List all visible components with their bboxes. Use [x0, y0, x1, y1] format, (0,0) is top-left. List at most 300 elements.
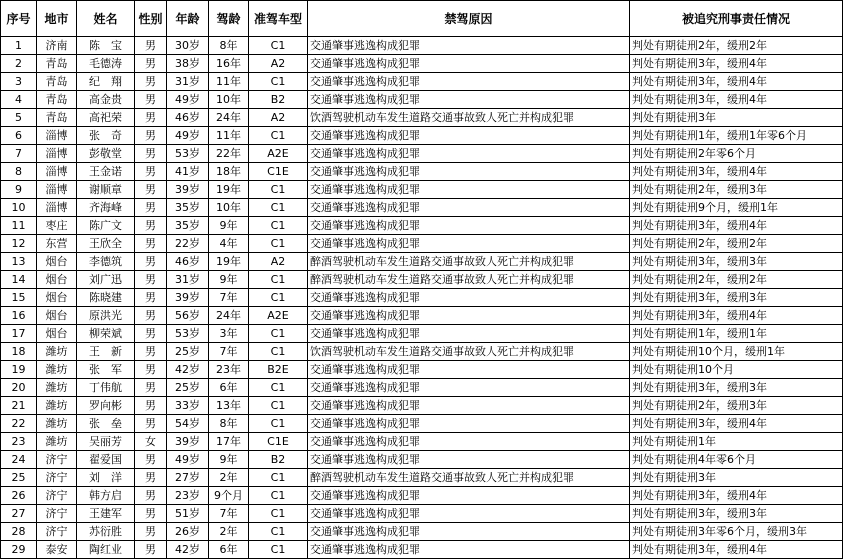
cell-name: 罗向彬: [77, 397, 135, 415]
cell-city: 东营: [37, 235, 77, 253]
cell-license-class: C1E: [249, 433, 308, 451]
cell-gender: 男: [135, 361, 167, 379]
cell-index: 9: [1, 181, 37, 199]
cell-age: 22岁: [167, 235, 209, 253]
cell-gender: 男: [135, 91, 167, 109]
cell-gender: 男: [135, 253, 167, 271]
cell-age: 53岁: [167, 145, 209, 163]
table-row: [1, 271, 843, 289]
cell-license-class: C1: [249, 415, 308, 433]
cell-index: 15: [1, 289, 37, 307]
cell-city: 济宁: [37, 505, 77, 523]
cell-city: 潍坊: [37, 379, 77, 397]
table-row: [1, 55, 843, 73]
cell-driving-years: 6年: [209, 379, 249, 397]
cell-index: 14: [1, 271, 37, 289]
cell-ban-reason: 交通肇事逃逸构成犯罪: [308, 127, 630, 145]
cell-age: 39岁: [167, 433, 209, 451]
col-header-index: 序号: [1, 1, 37, 37]
cell-gender: 男: [135, 505, 167, 523]
cell-criminal-liability: 判处有期徒刑3年，缓刑3年: [630, 253, 843, 271]
cell-driving-years: 8年: [209, 415, 249, 433]
table-row: [1, 217, 843, 235]
cell-criminal-liability: 判处有期徒刑3年，缓刑3年: [630, 289, 843, 307]
cell-license-class: C1: [249, 271, 308, 289]
cell-driving-years: 2年: [209, 469, 249, 487]
cell-gender: 男: [135, 127, 167, 145]
cell-name: 王欣全: [77, 235, 135, 253]
table-row: [1, 451, 843, 469]
cell-city: 济宁: [37, 451, 77, 469]
table-row: [1, 199, 843, 217]
cell-ban-reason: 交通肇事逃逸构成犯罪: [308, 307, 630, 325]
table-row: [1, 37, 843, 55]
cell-city: 烟台: [37, 253, 77, 271]
cell-name: 王金诺: [77, 163, 135, 181]
cell-driving-years: 3年: [209, 325, 249, 343]
cell-name: 王 新: [77, 343, 135, 361]
cell-ban-reason: 交通肇事逃逸构成犯罪: [308, 361, 630, 379]
cell-criminal-liability: 判处有期徒刑3年，缓刑3年: [630, 505, 843, 523]
cell-criminal-liability: 判处有期徒刑2年，缓刑2年: [630, 271, 843, 289]
cell-gender: 男: [135, 109, 167, 127]
cell-age: 46岁: [167, 253, 209, 271]
cell-license-class: A2E: [249, 145, 308, 163]
cell-driving-years: 7年: [209, 343, 249, 361]
cell-name: 张 军: [77, 361, 135, 379]
cell-city: 淄博: [37, 199, 77, 217]
col-header-gender: 性别: [135, 1, 167, 37]
cell-license-class: A2: [249, 55, 308, 73]
cell-ban-reason: 饮酒驾驶机动车发生道路交通事故致人死亡并构成犯罪: [308, 343, 630, 361]
table-row: [1, 469, 843, 487]
cell-index: 28: [1, 523, 37, 541]
cell-name: 韩方启: [77, 487, 135, 505]
cell-age: 41岁: [167, 163, 209, 181]
col-header-city: 地市: [37, 1, 77, 37]
cell-name: 陈 宝: [77, 37, 135, 55]
cell-gender: 男: [135, 217, 167, 235]
cell-index: 25: [1, 469, 37, 487]
cell-license-class: B2: [249, 451, 308, 469]
cell-criminal-liability: 判处有期徒刑3年零6个月，缓刑3年: [630, 523, 843, 541]
cell-index: 1: [1, 37, 37, 55]
cell-gender: 男: [135, 289, 167, 307]
cell-gender: 男: [135, 523, 167, 541]
col-header-ban-reason: 禁驾原因: [308, 1, 630, 37]
cell-ban-reason: 交通肇事逃逸构成犯罪: [308, 505, 630, 523]
cell-criminal-liability: 判处有期徒刑10个月: [630, 361, 843, 379]
cell-gender: 男: [135, 199, 167, 217]
cell-license-class: C1: [249, 217, 308, 235]
cell-ban-reason: 交通肇事逃逸构成犯罪: [308, 235, 630, 253]
cell-index: 23: [1, 433, 37, 451]
table-row: [1, 307, 843, 325]
cell-city: 烟台: [37, 271, 77, 289]
cell-ban-reason: 交通肇事逃逸构成犯罪: [308, 487, 630, 505]
cell-driving-years: 10年: [209, 199, 249, 217]
cell-license-class: A2: [249, 109, 308, 127]
table-row: [1, 181, 843, 199]
table-row: [1, 73, 843, 91]
cell-criminal-liability: 判处有期徒刑3年: [630, 469, 843, 487]
cell-age: 49岁: [167, 127, 209, 145]
header-row: [1, 1, 843, 37]
table-row: [1, 487, 843, 505]
cell-ban-reason: 交通肇事逃逸构成犯罪: [308, 415, 630, 433]
col-header-driving-years: 驾龄: [209, 1, 249, 37]
cell-index: 16: [1, 307, 37, 325]
cell-city: 济宁: [37, 469, 77, 487]
cell-city: 潍坊: [37, 343, 77, 361]
cell-license-class: C1: [249, 379, 308, 397]
table-row: [1, 253, 843, 271]
cell-ban-reason: 交通肇事逃逸构成犯罪: [308, 433, 630, 451]
cell-license-class: C1: [249, 199, 308, 217]
cell-criminal-liability: 判处有期徒刑3年，缓刑4年: [630, 415, 843, 433]
cell-index: 26: [1, 487, 37, 505]
cell-criminal-liability: 判处有期徒刑2年，缓刑2年: [630, 37, 843, 55]
cell-gender: 男: [135, 181, 167, 199]
cell-index: 22: [1, 415, 37, 433]
cell-driving-years: 11年: [209, 127, 249, 145]
table-row: [1, 109, 843, 127]
cell-age: 39岁: [167, 181, 209, 199]
cell-age: 30岁: [167, 37, 209, 55]
cell-driving-years: 7年: [209, 289, 249, 307]
cell-driving-years: 16年: [209, 55, 249, 73]
cell-criminal-liability: 判处有期徒刑3年，缓刑4年: [630, 73, 843, 91]
cell-ban-reason: 交通肇事逃逸构成犯罪: [308, 55, 630, 73]
cell-gender: 男: [135, 325, 167, 343]
cell-name: 高祀荣: [77, 109, 135, 127]
cell-driving-years: 24年: [209, 307, 249, 325]
cell-index: 13: [1, 253, 37, 271]
table-row: [1, 415, 843, 433]
cell-gender: 男: [135, 307, 167, 325]
cell-name: 张 垒: [77, 415, 135, 433]
cell-city: 潍坊: [37, 361, 77, 379]
table-row: [1, 163, 843, 181]
cell-ban-reason: 饮酒驾驶机动车发生道路交通事故致人死亡并构成犯罪: [308, 109, 630, 127]
cell-ban-reason: 交通肇事逃逸构成犯罪: [308, 379, 630, 397]
cell-city: 烟台: [37, 289, 77, 307]
cell-ban-reason: 交通肇事逃逸构成犯罪: [308, 91, 630, 109]
col-header-criminal-liability: 被追究刑事责任情况: [630, 1, 843, 37]
cell-index: 5: [1, 109, 37, 127]
cell-name: 张 奇: [77, 127, 135, 145]
cell-age: 25岁: [167, 379, 209, 397]
cell-driving-years: 8年: [209, 37, 249, 55]
cell-criminal-liability: 判处有期徒刑1年: [630, 433, 843, 451]
cell-age: 23岁: [167, 487, 209, 505]
table-row: [1, 325, 843, 343]
cell-license-class: C1: [249, 325, 308, 343]
cell-index: 2: [1, 55, 37, 73]
cell-index: 4: [1, 91, 37, 109]
cell-age: 31岁: [167, 271, 209, 289]
cell-license-class: C1: [249, 487, 308, 505]
cell-city: 济南: [37, 37, 77, 55]
cell-age: 42岁: [167, 361, 209, 379]
cell-name: 王建军: [77, 505, 135, 523]
cell-index: 11: [1, 217, 37, 235]
cell-criminal-liability: 判处有期徒刑1年，缓刑1年零6个月: [630, 127, 843, 145]
cell-driving-years: 6年: [209, 541, 249, 559]
cell-gender: 男: [135, 235, 167, 253]
cell-age: 53岁: [167, 325, 209, 343]
cell-license-class: C1: [249, 505, 308, 523]
col-header-name: 姓名: [77, 1, 135, 37]
cell-name: 刘 洋: [77, 469, 135, 487]
cell-age: 35岁: [167, 217, 209, 235]
cell-city: 青岛: [37, 55, 77, 73]
cell-ban-reason: 交通肇事逃逸构成犯罪: [308, 199, 630, 217]
cell-age: 39岁: [167, 289, 209, 307]
cell-ban-reason: 交通肇事逃逸构成犯罪: [308, 325, 630, 343]
cell-driving-years: 19年: [209, 253, 249, 271]
cell-gender: 男: [135, 145, 167, 163]
table-row: [1, 541, 843, 559]
cell-license-class: C1: [249, 343, 308, 361]
cell-criminal-liability: 判处有期徒刑3年，缓刑4年: [630, 163, 843, 181]
cell-city: 济宁: [37, 523, 77, 541]
cell-driving-years: 9年: [209, 451, 249, 469]
cell-criminal-liability: 判处有期徒刑3年，缓刑4年: [630, 55, 843, 73]
cell-license-class: C1E: [249, 163, 308, 181]
table-row: [1, 127, 843, 145]
cell-city: 枣庄: [37, 217, 77, 235]
cell-license-class: B2E: [249, 361, 308, 379]
cell-driving-years: 9年: [209, 271, 249, 289]
table-row: [1, 361, 843, 379]
cell-name: 谢顺章: [77, 181, 135, 199]
cell-driving-years: 9个月: [209, 487, 249, 505]
cell-criminal-liability: 判处有期徒刑3年，缓刑4年: [630, 307, 843, 325]
cell-name: 陈晓建: [77, 289, 135, 307]
cell-criminal-liability: 判处有期徒刑3年，缓刑4年: [630, 217, 843, 235]
cell-criminal-liability: 判处有期徒刑3年，缓刑4年: [630, 91, 843, 109]
cell-ban-reason: 交通肇事逃逸构成犯罪: [308, 217, 630, 235]
cell-driving-years: 2年: [209, 523, 249, 541]
cell-age: 33岁: [167, 397, 209, 415]
cell-name: 毛德涛: [77, 55, 135, 73]
cell-age: 31岁: [167, 73, 209, 91]
cell-name: 陈广文: [77, 217, 135, 235]
cell-city: 青岛: [37, 91, 77, 109]
cell-city: 淄博: [37, 163, 77, 181]
col-header-license-class: 准驾车型: [249, 1, 308, 37]
table-body: [1, 37, 843, 559]
cell-driving-years: 13年: [209, 397, 249, 415]
cell-criminal-liability: 判处有期徒刑2年，缓刑3年: [630, 181, 843, 199]
cell-criminal-liability: 判处有期徒刑3年，缓刑4年: [630, 487, 843, 505]
cell-index: 24: [1, 451, 37, 469]
cell-index: 8: [1, 163, 37, 181]
cell-license-class: C1: [249, 235, 308, 253]
cell-license-class: A2E: [249, 307, 308, 325]
cell-city: 淄博: [37, 127, 77, 145]
cell-ban-reason: 交通肇事逃逸构成犯罪: [308, 289, 630, 307]
cell-driving-years: 11年: [209, 73, 249, 91]
cell-city: 青岛: [37, 73, 77, 91]
cell-gender: 男: [135, 397, 167, 415]
cell-age: 38岁: [167, 55, 209, 73]
table-row: [1, 433, 843, 451]
cell-city: 青岛: [37, 109, 77, 127]
cell-index: 20: [1, 379, 37, 397]
cell-driving-years: 19年: [209, 181, 249, 199]
cell-gender: 男: [135, 271, 167, 289]
cell-name: 彭敬堂: [77, 145, 135, 163]
cell-driving-years: 10年: [209, 91, 249, 109]
cell-index: 10: [1, 199, 37, 217]
cell-criminal-liability: 判处有期徒刑4年零6个月: [630, 451, 843, 469]
cell-city: 济宁: [37, 487, 77, 505]
cell-license-class: C1: [249, 181, 308, 199]
cell-criminal-liability: 判处有期徒刑3年，缓刑4年: [630, 541, 843, 559]
cell-ban-reason: 交通肇事逃逸构成犯罪: [308, 163, 630, 181]
cell-name: 陶红业: [77, 541, 135, 559]
cell-driving-years: 7年: [209, 505, 249, 523]
cell-age: 49岁: [167, 451, 209, 469]
cell-ban-reason: 醉酒驾驶机动车发生道路交通事故致人死亡并构成犯罪: [308, 469, 630, 487]
cell-index: 17: [1, 325, 37, 343]
cell-city: 烟台: [37, 325, 77, 343]
cell-criminal-liability: 判处有期徒刑9个月，缓刑1年: [630, 199, 843, 217]
cell-license-class: C1: [249, 73, 308, 91]
cell-city: 泰安: [37, 541, 77, 559]
cell-age: 27岁: [167, 469, 209, 487]
cell-age: 35岁: [167, 199, 209, 217]
cell-ban-reason: 交通肇事逃逸构成犯罪: [308, 181, 630, 199]
table-row: [1, 91, 843, 109]
table-row: [1, 505, 843, 523]
cell-license-class: C1: [249, 397, 308, 415]
cell-age: 46岁: [167, 109, 209, 127]
cell-name: 齐海峰: [77, 199, 135, 217]
table-row: [1, 145, 843, 163]
cell-gender: 男: [135, 37, 167, 55]
cell-ban-reason: 交通肇事逃逸构成犯罪: [308, 145, 630, 163]
cell-gender: 男: [135, 541, 167, 559]
cell-city: 淄博: [37, 181, 77, 199]
cell-license-class: C1: [249, 289, 308, 307]
cell-index: 3: [1, 73, 37, 91]
cell-age: 26岁: [167, 523, 209, 541]
cell-driving-years: 4年: [209, 235, 249, 253]
col-header-age: 年龄: [167, 1, 209, 37]
cell-gender: 男: [135, 451, 167, 469]
cell-name: 原洪光: [77, 307, 135, 325]
cell-gender: 男: [135, 163, 167, 181]
cell-criminal-liability: 判处有期徒刑2年零6个月: [630, 145, 843, 163]
cell-index: 29: [1, 541, 37, 559]
cell-age: 42岁: [167, 541, 209, 559]
table-row: [1, 289, 843, 307]
cell-driving-years: 24年: [209, 109, 249, 127]
cell-license-class: C1: [249, 523, 308, 541]
cell-name: 吴丽芳: [77, 433, 135, 451]
cell-index: 6: [1, 127, 37, 145]
cell-driving-years: 18年: [209, 163, 249, 181]
cell-gender: 男: [135, 73, 167, 91]
cell-index: 12: [1, 235, 37, 253]
cell-gender: 男: [135, 487, 167, 505]
cell-license-class: C1: [249, 127, 308, 145]
cell-index: 21: [1, 397, 37, 415]
cell-criminal-liability: 判处有期徒刑2年，缓刑3年: [630, 397, 843, 415]
cell-city: 烟台: [37, 307, 77, 325]
cell-ban-reason: 交通肇事逃逸构成犯罪: [308, 541, 630, 559]
cell-criminal-liability: 判处有期徒刑10个月，缓刑1年: [630, 343, 843, 361]
cell-ban-reason: 交通肇事逃逸构成犯罪: [308, 523, 630, 541]
table-row: [1, 397, 843, 415]
cell-name: 丁伟航: [77, 379, 135, 397]
cell-age: 56岁: [167, 307, 209, 325]
cell-criminal-liability: 判处有期徒刑3年，缓刑3年: [630, 379, 843, 397]
cell-driving-years: 9年: [209, 217, 249, 235]
cell-ban-reason: 交通肇事逃逸构成犯罪: [308, 451, 630, 469]
cell-age: 49岁: [167, 91, 209, 109]
cell-gender: 男: [135, 55, 167, 73]
cell-driving-years: 22年: [209, 145, 249, 163]
table-row: [1, 523, 843, 541]
cell-license-class: C1: [249, 469, 308, 487]
cell-driving-years: 17年: [209, 433, 249, 451]
cell-ban-reason: 交通肇事逃逸构成犯罪: [308, 37, 630, 55]
cell-driving-years: 23年: [209, 361, 249, 379]
cell-ban-reason: 交通肇事逃逸构成犯罪: [308, 73, 630, 91]
cell-name: 李德筑: [77, 253, 135, 271]
cell-license-class: A2: [249, 253, 308, 271]
cell-index: 19: [1, 361, 37, 379]
cell-index: 18: [1, 343, 37, 361]
cell-name: 高金贵: [77, 91, 135, 109]
cell-name: 苏衍胜: [77, 523, 135, 541]
cell-index: 7: [1, 145, 37, 163]
cell-gender: 男: [135, 469, 167, 487]
cell-name: 翟爱国: [77, 451, 135, 469]
cell-gender: 男: [135, 343, 167, 361]
cell-license-class: C1: [249, 541, 308, 559]
cell-gender: 男: [135, 415, 167, 433]
cell-name: 柳荣斌: [77, 325, 135, 343]
cell-ban-reason: 交通肇事逃逸构成犯罪: [308, 397, 630, 415]
table-row: [1, 379, 843, 397]
cell-criminal-liability: 判处有期徒刑1年，缓刑1年: [630, 325, 843, 343]
cell-city: 淄博: [37, 145, 77, 163]
cell-criminal-liability: 判处有期徒刑3年: [630, 109, 843, 127]
cell-age: 54岁: [167, 415, 209, 433]
cell-ban-reason: 醉酒驾驶机动车发生道路交通事故致人死亡并构成犯罪: [308, 253, 630, 271]
cell-index: 27: [1, 505, 37, 523]
cell-name: 纪 翔: [77, 73, 135, 91]
cell-age: 25岁: [167, 343, 209, 361]
cell-name: 刘广迅: [77, 271, 135, 289]
cell-ban-reason: 醉酒驾驶机动车发生道路交通事故致人死亡并构成犯罪: [308, 271, 630, 289]
cell-gender: 女: [135, 433, 167, 451]
cell-license-class: C1: [249, 37, 308, 55]
cell-criminal-liability: 判处有期徒刑2年，缓刑2年: [630, 235, 843, 253]
table-row: [1, 235, 843, 253]
cell-city: 潍坊: [37, 433, 77, 451]
cell-license-class: B2: [249, 91, 308, 109]
table-row: [1, 343, 843, 361]
cell-city: 潍坊: [37, 397, 77, 415]
cell-city: 潍坊: [37, 415, 77, 433]
cell-age: 51岁: [167, 505, 209, 523]
